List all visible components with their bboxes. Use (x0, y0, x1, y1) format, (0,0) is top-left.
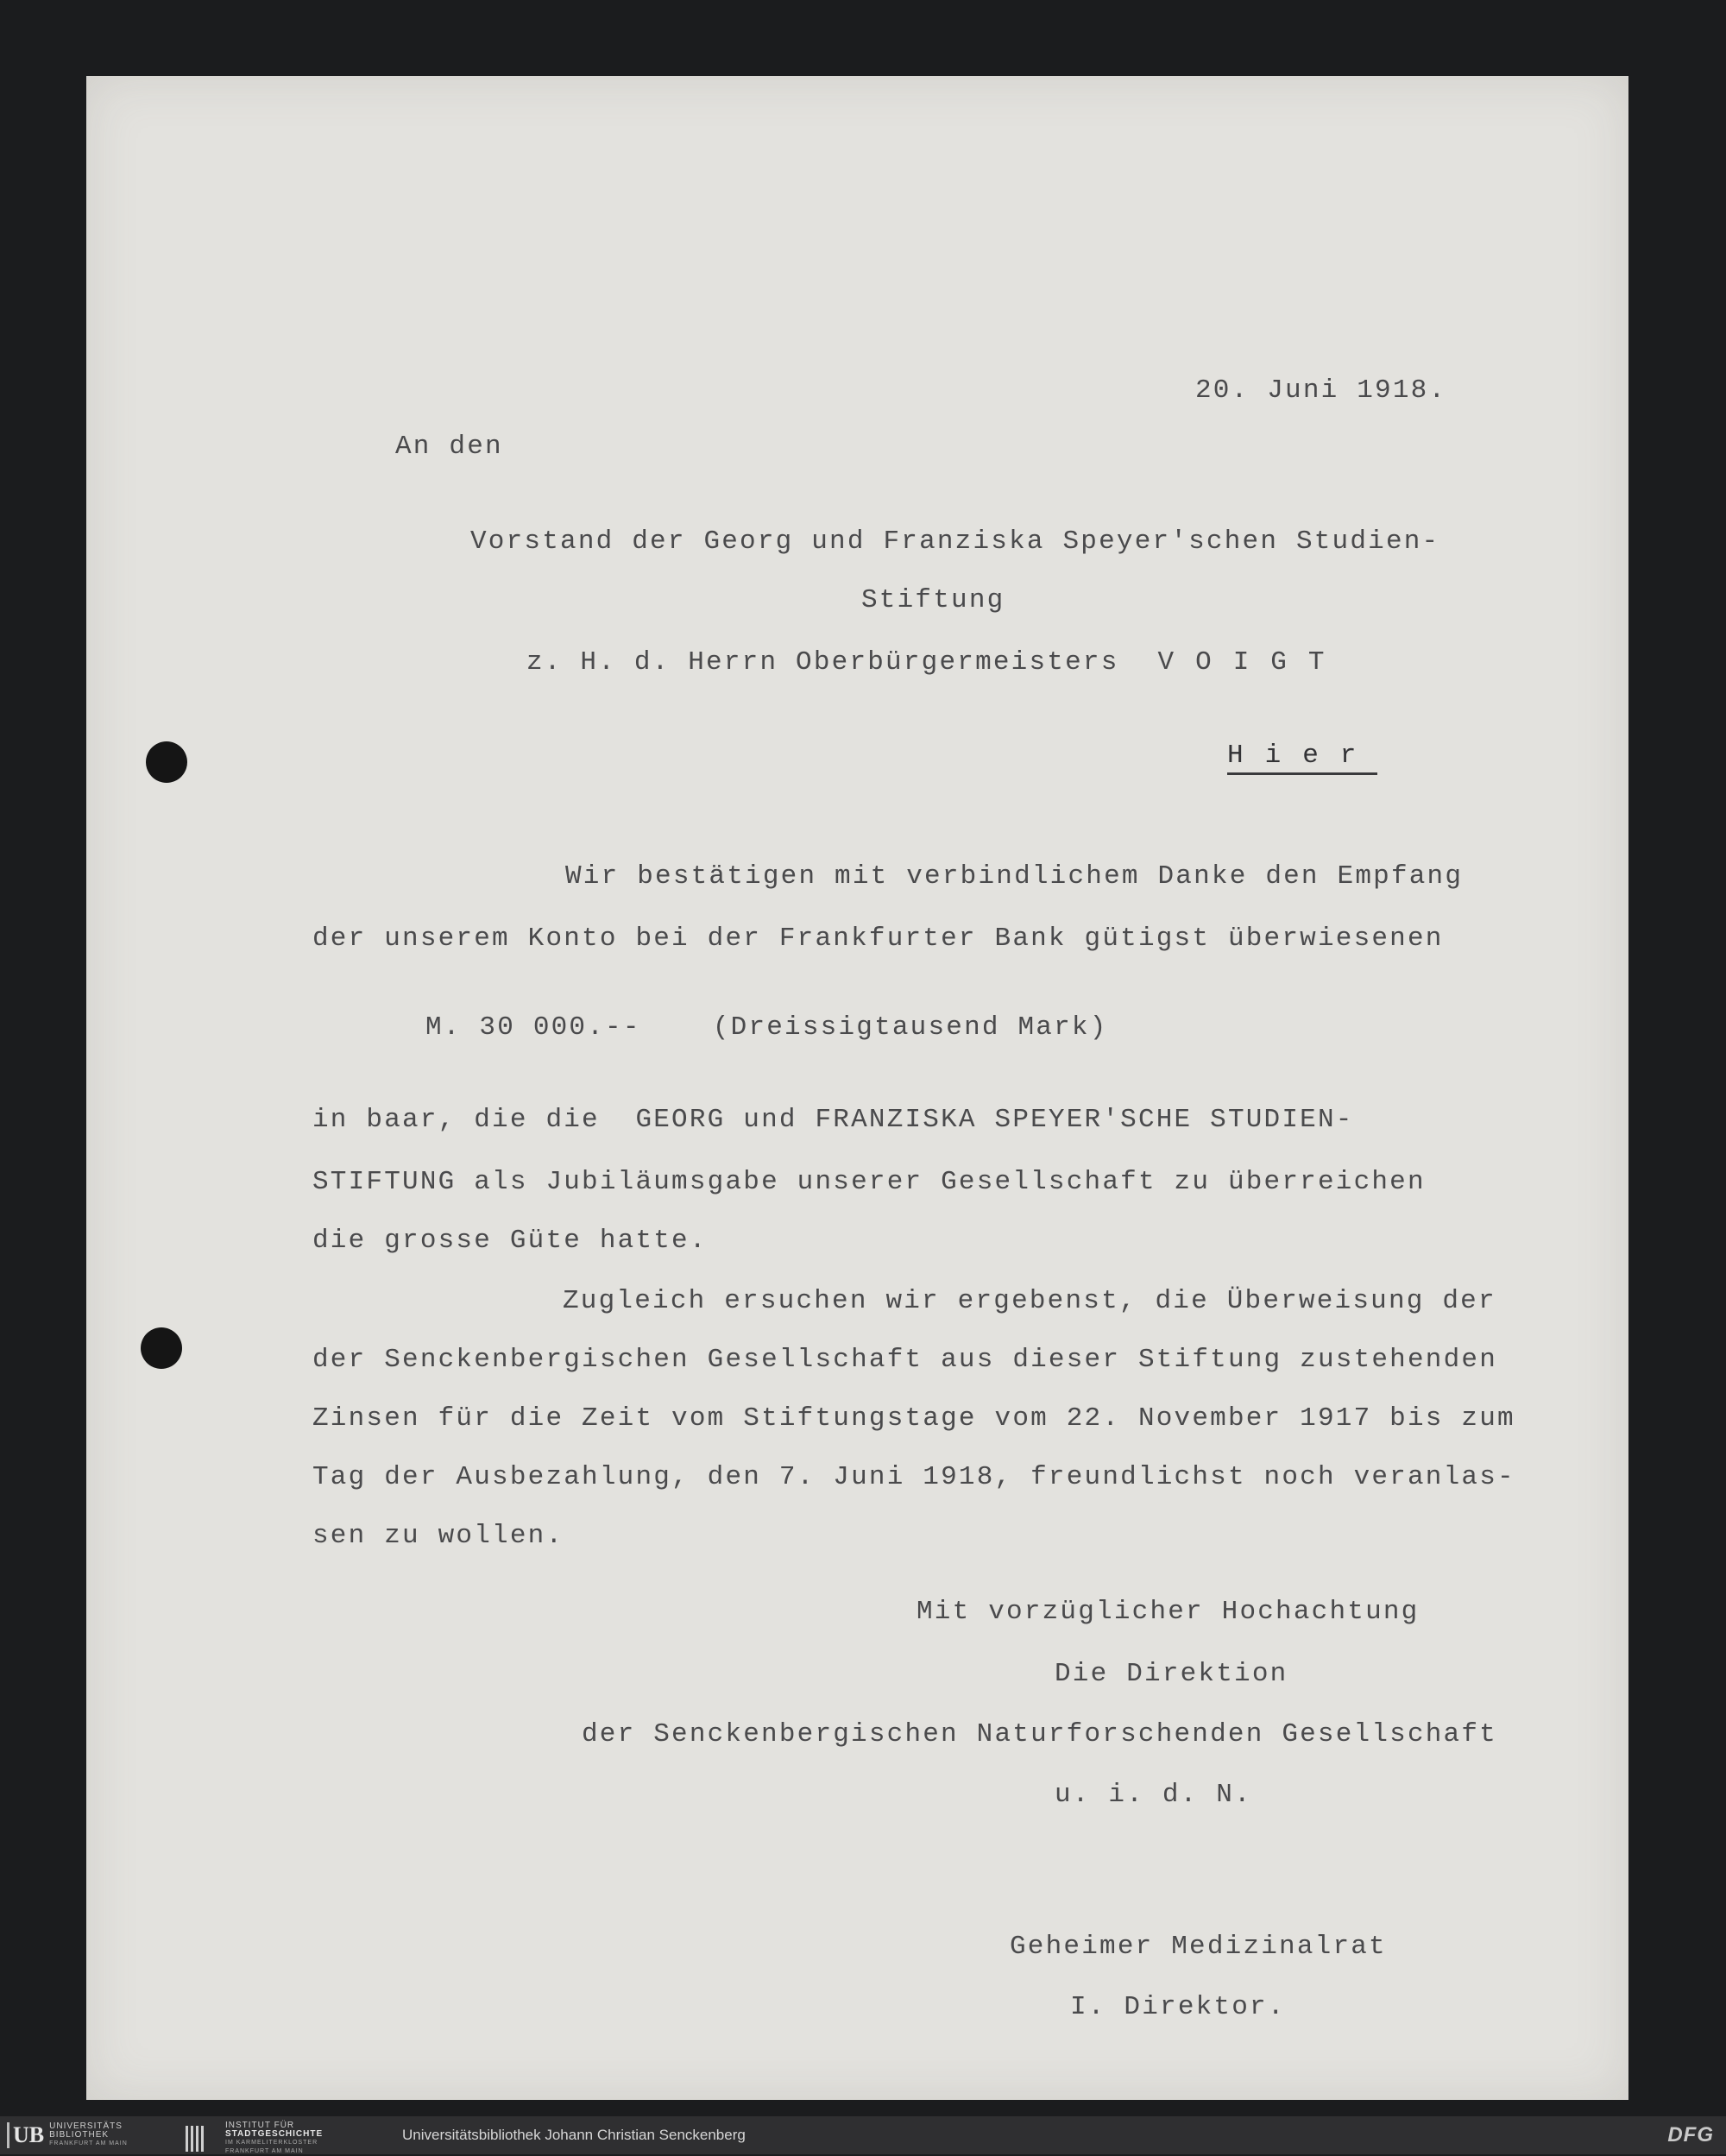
body-line-8: der Senckenbergischen Gesellschaft aus dieser Stiftung zustehenden (312, 1345, 1497, 1375)
body-line-11: sen zu wollen. (312, 1521, 564, 1551)
isg-line-2: STADTGESCHICHTE (225, 2129, 324, 2139)
body-line-6: die grosse Güte hatte. (312, 1226, 708, 1256)
body-line-1: Wir bestätigen mit verbindlichem Danke den Empfang (565, 861, 1464, 892)
salutation: An den (395, 432, 503, 462)
location (1227, 739, 1377, 773)
ub-line-1: UNIVERSITÄTS (49, 2121, 123, 2131)
punch-hole-top (146, 741, 187, 783)
body-line-7: Zugleich ersuchen wir ergebenst, die Überweisung der (563, 1286, 1496, 1316)
recipient-line-2: Stiftung (861, 585, 1005, 615)
recipient-line-1: Vorstand der Georg und Franziska Speyer'schen Studien- (470, 526, 1440, 557)
dfg-logo: DFG (1667, 2123, 1714, 2147)
closing-line-3: der Senckenbergischen Naturforschenden Gesellschaft (582, 1719, 1497, 1749)
ub-line-2: BIBLIOTHEK (49, 2130, 110, 2140)
ub-mark: UB (7, 2122, 44, 2148)
body-line-4: in baar, die die GEORG und FRANZISKA SPEYER'SCHE STUDIEN- (312, 1105, 1354, 1135)
letter-date: 20. Juni 1918. (1195, 375, 1447, 406)
punch-hole-bottom (141, 1327, 182, 1369)
isg-text (225, 2121, 323, 2156)
recipient-line-3 (526, 646, 1346, 680)
body-line-9: Zinsen für die Zeit vom Stiftungstage vom 22. November 1917 bis zum (312, 1403, 1515, 1434)
body-line-amount: M. 30 000.-- (Dreissigtausend Mark) (425, 1012, 1108, 1043)
closing-line-1: Mit vorzüglicher Hochachtung (917, 1597, 1420, 1627)
ub-line-3: FRANKFURT AM MAIN (49, 2140, 128, 2147)
closing-line-2: Die Direktion (1055, 1659, 1288, 1689)
location-text: Hier (1227, 741, 1377, 775)
recipient-title: z. H. d. Herrn Oberbürgermeisters (526, 647, 1119, 678)
ub-text (49, 2122, 128, 2148)
body-line-10: Tag der Ausbezahlung, den 7. Juni 1918, freundlichst noch veranlas- (312, 1462, 1515, 1492)
column-icon (186, 2126, 220, 2152)
recipient-name: VOIGT (1157, 647, 1346, 678)
closing-line-4: u. i. d. N. (1055, 1780, 1252, 1810)
viewer-footer (0, 2116, 1726, 2154)
isg-line-4: FRANKFURT AM MAIN (225, 2148, 304, 2154)
isg-line-1: INSTITUT FÜR (225, 2121, 295, 2130)
signature-line-2: I. Direktor. (1070, 1992, 1286, 2022)
body-line-2: der unserem Konto bei der Frankfurter Bank gütigst überwiesenen (312, 924, 1444, 954)
signature-line-1: Geheimer Medizinalrat (1010, 1932, 1387, 1962)
ub-logo (7, 2121, 128, 2149)
isg-line-3: IM KARMELITERKLOSTER (225, 2140, 318, 2146)
document-sheet (86, 76, 1628, 2100)
library-caption: Universitätsbibliothek Johann Christian Senckenberg (402, 2127, 746, 2143)
isg-logo (186, 2121, 323, 2156)
body-line-5: STIFTUNG als Jubiläumsgabe unserer Gesellschaft zu überreichen (312, 1167, 1426, 1197)
